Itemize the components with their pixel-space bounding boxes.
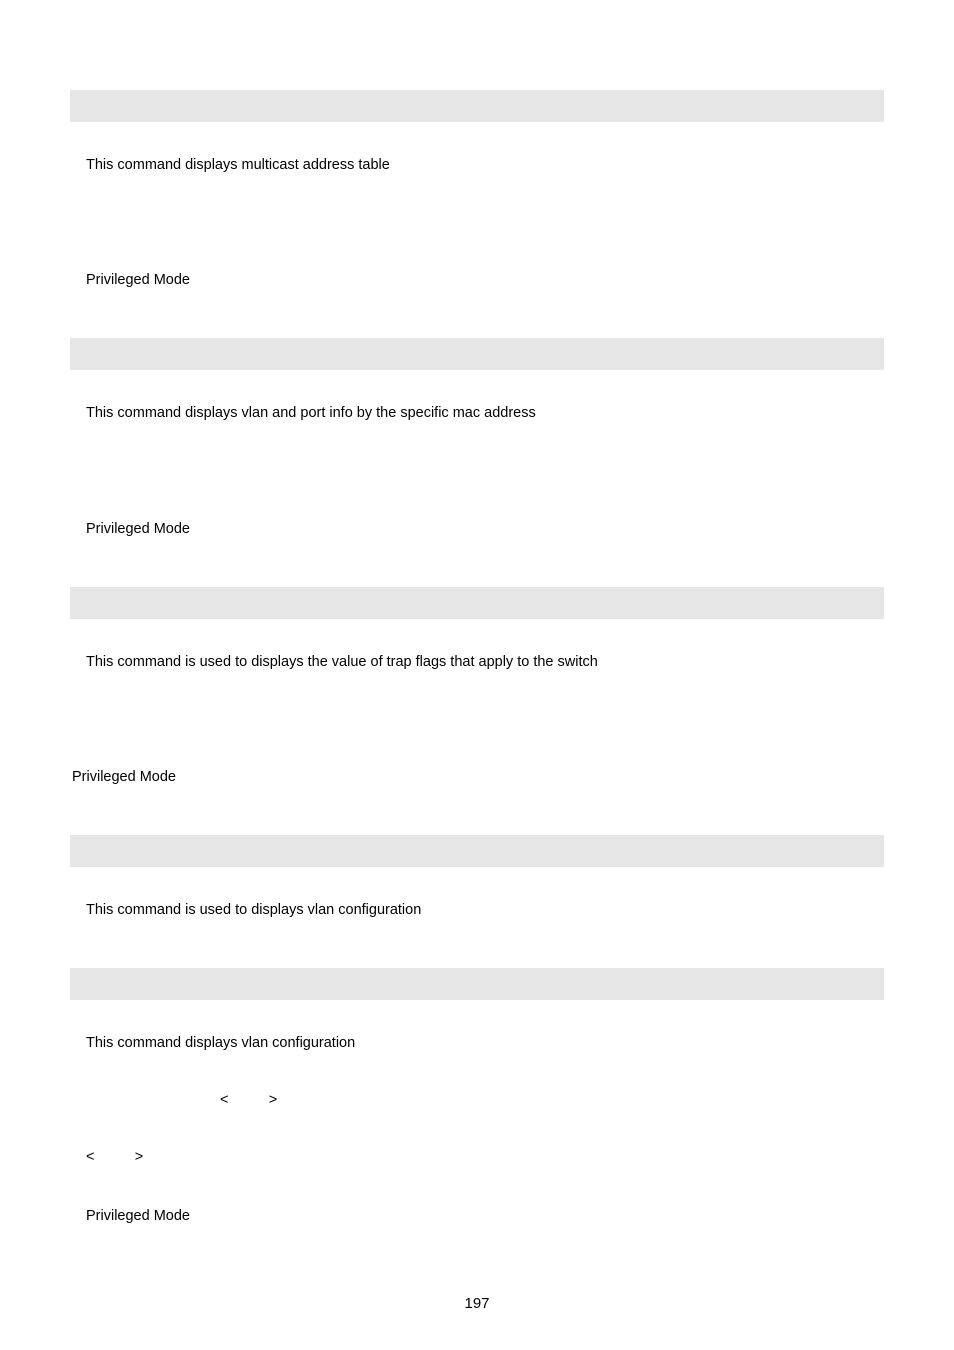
section-5-header-bar: [70, 968, 884, 1000]
page-number: 197: [464, 1295, 490, 1312]
section-5-syntax-brackets-2: < >: [86, 1149, 144, 1165]
section-2-description: This command displays vlan and port info by the specific mac address: [86, 405, 536, 421]
section-1-mode: Privileged Mode: [86, 272, 190, 288]
section-5-syntax-brackets-1: < >: [220, 1092, 278, 1108]
section-3-description: This command is used to displays the value of trap flags that apply to the switch: [86, 654, 598, 670]
section-1-header-bar: [70, 90, 884, 122]
section-4-header-bar: [70, 835, 884, 867]
section-3-header-bar: [70, 587, 884, 619]
section-2-mode: Privileged Mode: [86, 521, 190, 537]
section-2-header-bar: [70, 338, 884, 370]
section-1-description: This command displays multicast address table: [86, 157, 390, 173]
section-3-mode: Privileged Mode: [72, 769, 176, 785]
section-5-description: This command displays vlan configuration: [86, 1035, 356, 1051]
section-4-description: This command is used to displays vlan configuration: [86, 902, 422, 918]
section-5-mode: Privileged Mode: [86, 1208, 190, 1224]
